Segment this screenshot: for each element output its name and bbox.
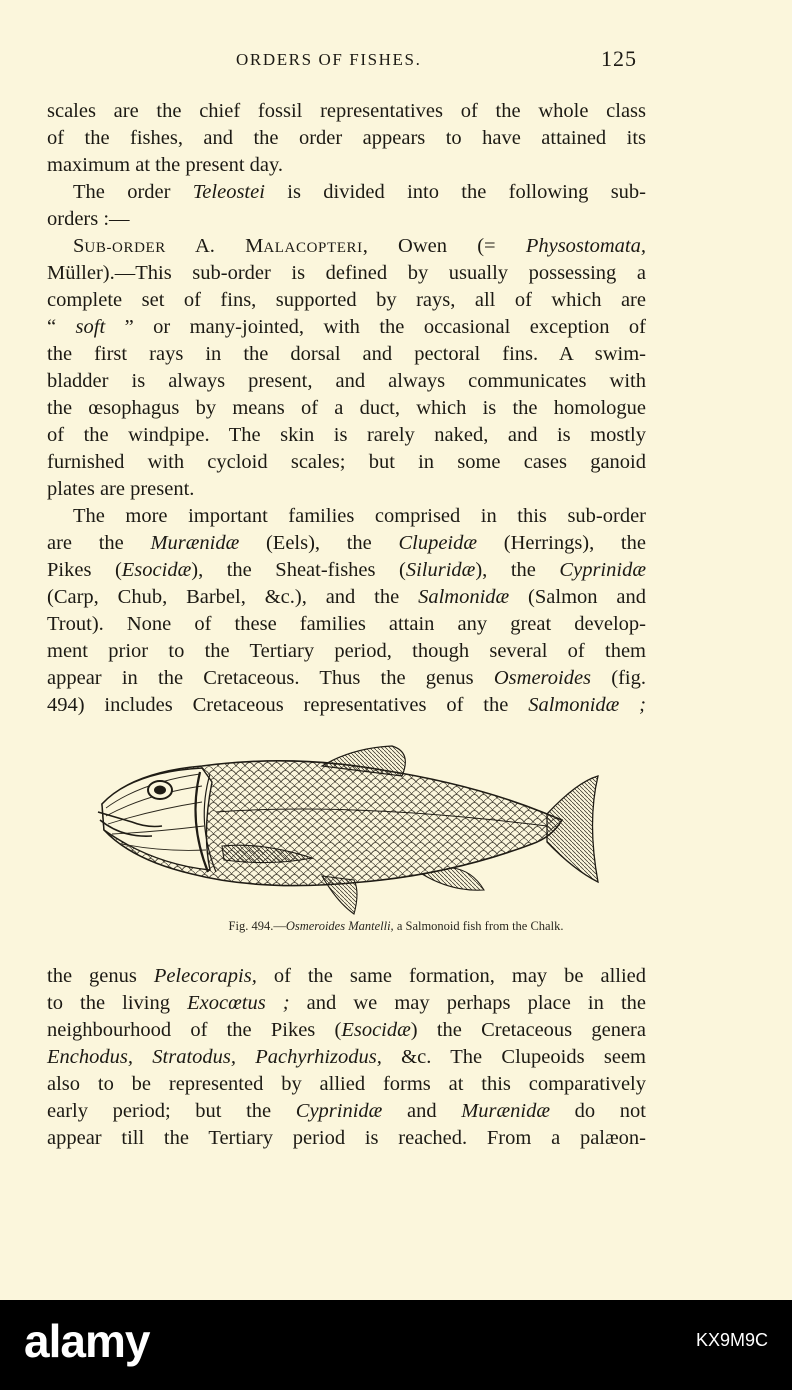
text-line: Müller).—This sub-order is defined by usually possessing a <box>47 262 646 284</box>
text-line: also to be represented by allied forms at this comparatively <box>47 1073 646 1095</box>
text-line: plates are present. <box>47 478 195 500</box>
text-line: bladder is always present, and always communicates with <box>47 370 646 392</box>
text-line: are the Murænidæ (Eels), the Clupeidæ (Herrings), the <box>47 532 646 554</box>
text-line: furnished with cycloid scales; but in some cases ganoid <box>47 451 646 473</box>
suborder-heading-line: SUB-ORDER A. MALACOPTERI, Owen (= Physostomata, <box>73 235 646 257</box>
watermark-footer <box>0 1300 792 1390</box>
text-line: appear in the Cretaceous. Thus the genus Osmeroides (fig. <box>47 667 646 689</box>
text-line: appear till the Tertiary period is reached. From a palæon- <box>47 1127 646 1149</box>
text-line: Pikes (Esocidæ), the Sheat-fishes (Siluridæ), the Cyprinidæ <box>47 559 646 581</box>
text-line: Trout). None of these families attain any great develop- <box>47 613 646 635</box>
text-line: the genus Pelecorapis, of the same formation, may be allied <box>47 965 647 987</box>
fish-illustration <box>92 742 602 918</box>
running-head <box>0 46 792 76</box>
running-title: ORDERS OF FISHES. <box>236 50 422 69</box>
text-line: the œsophagus by means of a duct, which is the homologue <box>47 397 646 419</box>
page-number: 125 <box>601 46 637 71</box>
text-line: neighbourhood of the Pikes (Esocidæ) the Cretaceous genera <box>47 1019 646 1041</box>
text-line: early period; but the Cyprinidæ and Murænidæ do not <box>47 1100 646 1122</box>
text-line: of the windpipe. The skin is rarely naked, and is mostly <box>47 424 646 446</box>
text-line: 494) includes Cretaceous representatives of the Salmonidæ ; <box>47 694 646 716</box>
alamy-logo: alamy <box>24 1315 150 1367</box>
text-block-lower <box>47 963 646 1152</box>
text-line: of the fishes, and the order appears to have attained its <box>47 127 646 149</box>
figure-caption: Fig. 494.—Osmeroides Mantelli, a Salmonoid fish from the Chalk. <box>228 919 564 933</box>
text-line: The order Teleostei is divided into the following sub- <box>73 181 646 203</box>
text-line: The more important families comprised in this sub-order <box>73 505 646 527</box>
text-line: Enchodus, Stratodus, Pachyrhizodus, &c. The Clupeoids seem <box>47 1046 646 1068</box>
text-line: the first rays in the dorsal and pectoral fins. A swim- <box>47 343 646 365</box>
text-line: ment prior to the Tertiary period, though several of them <box>47 640 646 662</box>
text-line: orders :— <box>47 208 130 230</box>
text-line: to the living Exocœtus ; and we may perhaps place in the <box>47 992 647 1014</box>
text-line: complete set of fins, supported by rays, all of which are <box>47 289 646 311</box>
text-block-upper <box>47 98 646 719</box>
text-line: (Carp, Chub, Barbel, &c.), and the Salmonidæ (Salmon and <box>47 586 646 608</box>
text-line: scales are the chief fossil representatives of the whole class <box>47 100 646 122</box>
text-line: maximum at the present day. <box>47 154 284 176</box>
text-line: “ soft ” or many-jointed, with the occasional exception of <box>47 316 646 338</box>
image-id: KX9M9C <box>695 1330 768 1350</box>
